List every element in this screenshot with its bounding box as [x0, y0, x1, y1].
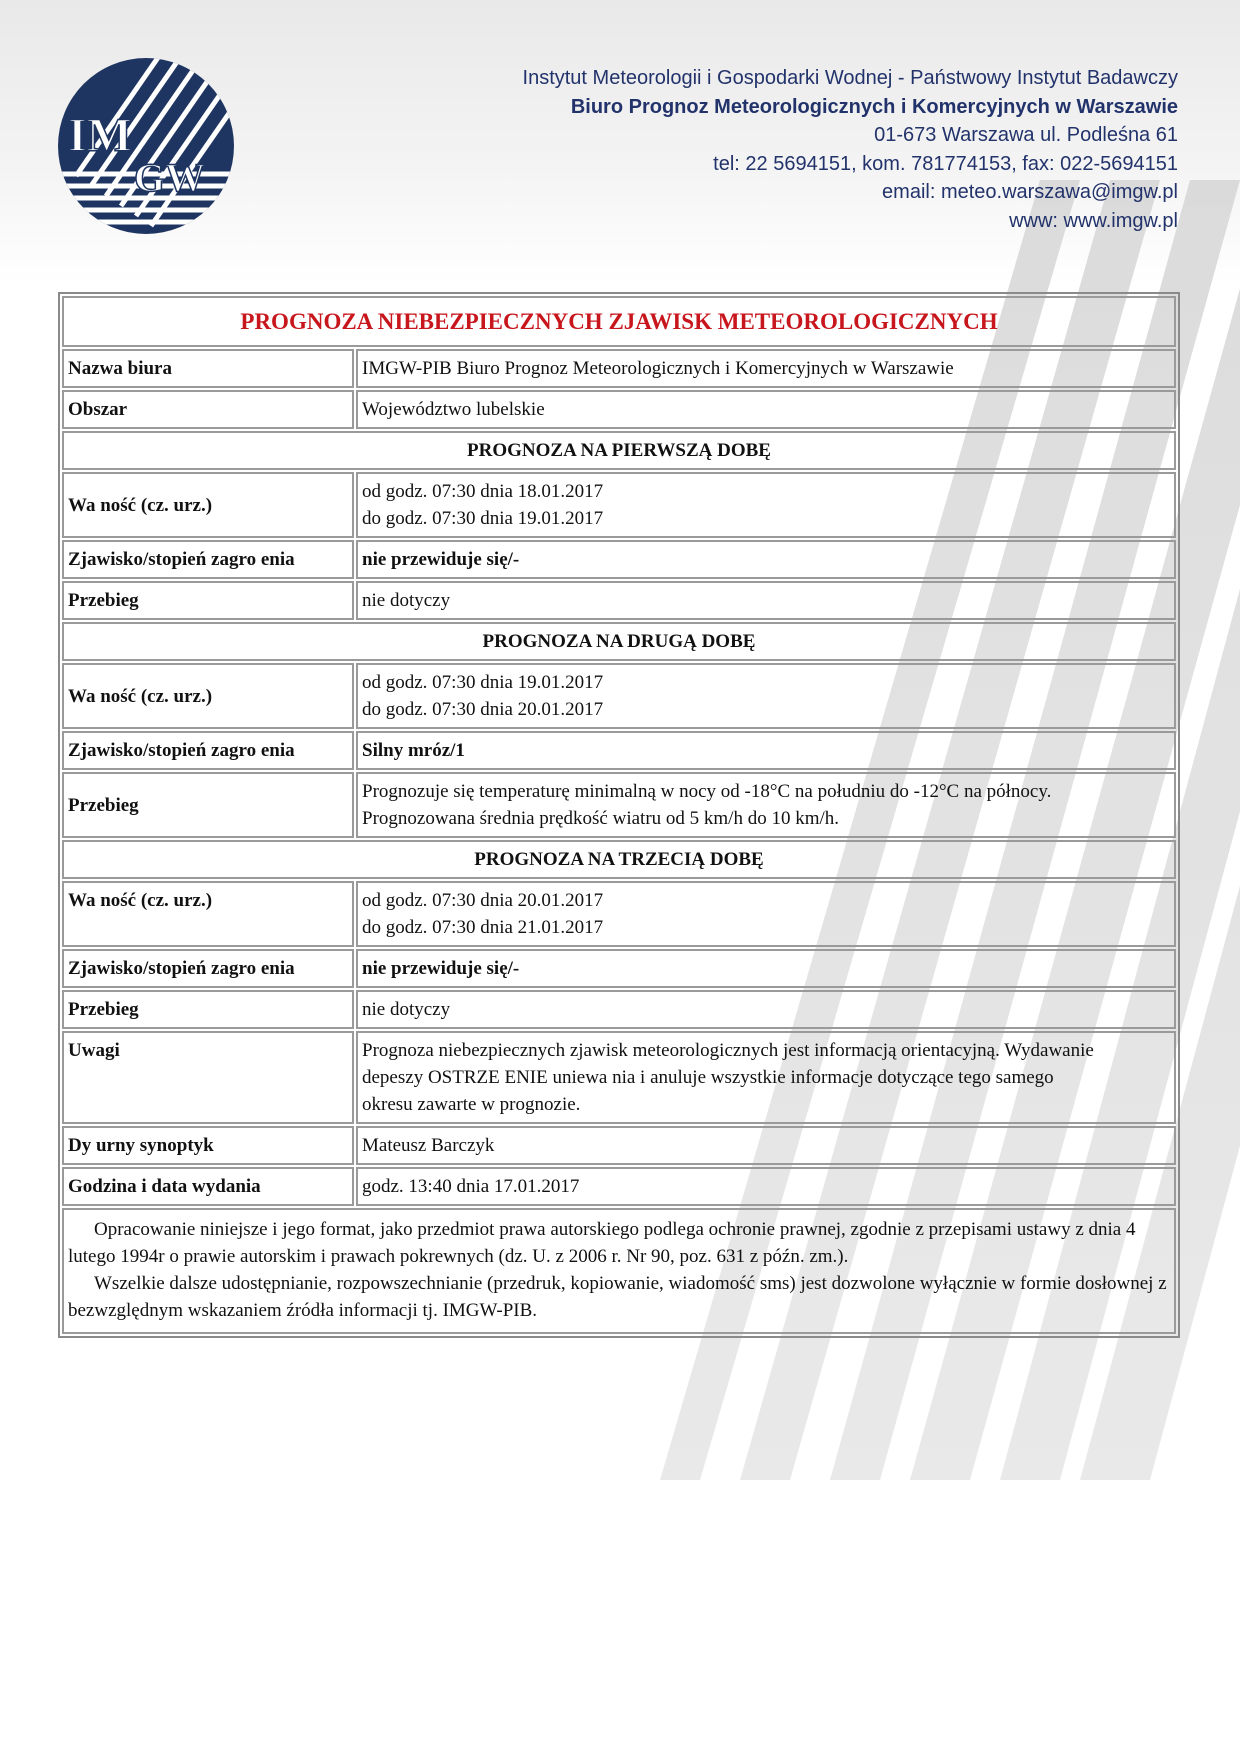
issued-value: godz. 13:40 dnia 17.01.2017 — [356, 1167, 1176, 1206]
footer-row — [62, 1208, 1176, 1334]
bureau-value: IMGW-PIB Biuro Prognoz Meteorologicznych i Komercyjnych w Warszawie — [356, 349, 1176, 388]
day-heading: PROGNOZA NA PIERWSZĄ DOBĘ — [62, 431, 1176, 470]
course-row — [62, 772, 1176, 838]
institute-name: Instytut Meteorologii i Gospodarki Wodnej - Państwowy Instytut Badawczy — [522, 67, 1178, 89]
email[interactable]: email: meteo.warszawa@imgw.pl — [882, 181, 1178, 203]
remarks-line: okresu zawarte w prognozie. — [362, 1094, 581, 1115]
issued-row — [62, 1167, 1176, 1206]
phenomenon-value: nie przewiduje się/- — [356, 949, 1176, 988]
forecast-table — [58, 292, 1180, 1338]
logo-text-top: IM — [68, 109, 132, 162]
course-line: Prognozuje się temperaturę minimalną w nocy od -18°C na południu do -12°C na północy. — [362, 781, 1052, 802]
validity-from: od godz. 07:30 dnia 18.01.2017 — [362, 481, 604, 502]
day-heading-row — [62, 840, 1176, 879]
phenomenon-label: Zjawisko/stopień zagro enia — [62, 731, 354, 770]
day-heading: PROGNOZA NA TRZECIĄ DOBĘ — [62, 840, 1176, 879]
validity-label: Wa ność (cz. urz.) — [62, 472, 354, 538]
validity-to: do godz. 07:30 dnia 20.01.2017 — [362, 699, 604, 720]
phenomenon-label: Zjawisko/stopień zagro enia — [62, 540, 354, 579]
phone: tel: 22 5694151, kom. 781774153, fax: 022-5694151 — [713, 152, 1178, 175]
area-row — [62, 390, 1176, 429]
remarks-value — [356, 1031, 1176, 1124]
copyright-note — [62, 1208, 1176, 1334]
course-value: nie dotyczy — [356, 581, 1176, 620]
title-row — [62, 296, 1176, 347]
phenomenon-row — [62, 731, 1176, 770]
course-value: nie dotyczy — [356, 990, 1176, 1029]
forecaster-label: Dy urny synoptyk — [62, 1126, 354, 1165]
day-heading-row — [62, 622, 1176, 661]
remarks-line: depeszy OSTRZE ENIE uniewa nia i anuluje wszystkie informacje dotyczące tego samego — [362, 1067, 1054, 1088]
phenomenon-value: Silny mróz/1 — [356, 731, 1176, 770]
validity-value — [356, 663, 1176, 729]
day-heading: PROGNOZA NA DRUGĄ DOBĘ — [62, 622, 1176, 661]
validity-value — [356, 472, 1176, 538]
address: 01-673 Warszawa ul. Podleśna 61 — [874, 124, 1178, 146]
course-value — [356, 772, 1176, 838]
bureau-row — [62, 349, 1176, 388]
validity-value — [356, 881, 1176, 947]
validity-to: do godz. 07:30 dnia 21.01.2017 — [362, 917, 604, 938]
area-label: Obszar — [62, 390, 354, 429]
forecaster-row — [62, 1126, 1176, 1165]
course-label: Przebieg — [62, 772, 354, 838]
validity-row — [62, 881, 1176, 947]
validity-from: od godz. 07:30 dnia 19.01.2017 — [362, 672, 604, 693]
phenomenon-label: Zjawisko/stopień zagro enia — [62, 949, 354, 988]
course-label: Przebieg — [62, 990, 354, 1029]
document-title: PROGNOZA NIEBEZPIECZNYCH ZJAWISK METEOROLOGICZNYCH — [62, 296, 1176, 347]
remarks-row — [62, 1031, 1176, 1124]
remarks-label: Uwagi — [62, 1031, 354, 1124]
day-heading-row — [62, 431, 1176, 470]
validity-from: od godz. 07:30 dnia 20.01.2017 — [362, 890, 604, 911]
validity-row — [62, 663, 1176, 729]
issued-label: Godzina i data wydania — [62, 1167, 354, 1206]
course-label: Przebieg — [62, 581, 354, 620]
bureau-name: Biuro Prognoz Meteorologicznych i Komercyjnych w Warszawie — [570, 95, 1178, 118]
imgw-logo — [56, 56, 236, 236]
phenomenon-value: nie przewiduje się/- — [356, 540, 1176, 579]
validity-label: Wa ność (cz. urz.) — [62, 881, 354, 947]
validity-row — [62, 472, 1176, 538]
phenomenon-row — [62, 949, 1176, 988]
course-row — [62, 581, 1176, 620]
validity-label: Wa ność (cz. urz.) — [62, 663, 354, 729]
bureau-label: Nazwa biura — [62, 349, 354, 388]
course-line: Prognozowana średnia prędkość wiatru od 5 km/h do 10 km/h. — [362, 808, 840, 829]
remarks-line: Prognoza niebezpiecznych zjawisk meteorologicznych jest informacją orientacyjną. Wydawanie — [362, 1040, 1094, 1061]
forecaster-value: Mateusz Barczyk — [356, 1126, 1176, 1165]
validity-to: do godz. 07:30 dnia 19.01.2017 — [362, 508, 604, 529]
area-value: Województwo lubelskie — [356, 390, 1176, 429]
course-row — [62, 990, 1176, 1029]
website[interactable]: www: www.imgw.pl — [1009, 209, 1178, 232]
letterhead — [523, 64, 1178, 235]
phenomenon-row — [62, 540, 1176, 579]
distribution-paragraph: Wszelkie dalsze udostępnianie, rozpowszechnianie (przedruk, kopiowanie, wiadomość sms) jest dozwolone wyłącznie w formie dosłownej z bezwzględnym wskazaniem źródła informacji tj. IMGW-PIB. — [68, 1273, 1167, 1321]
logo-text-bottom: GW — [134, 155, 206, 200]
copyright-paragraph: Opracowanie niniejsze i jego format, jako przedmiot prawa autorskiego podlega ochronie prawnej, zgodnie z przepisami ustawy z dnia 4 lutego 1994r o prawie autorskim i prawach pokrewnych (dz. U. z 2006 r. Nr 90, poz. 631 z późn. zm.). — [68, 1219, 1136, 1267]
